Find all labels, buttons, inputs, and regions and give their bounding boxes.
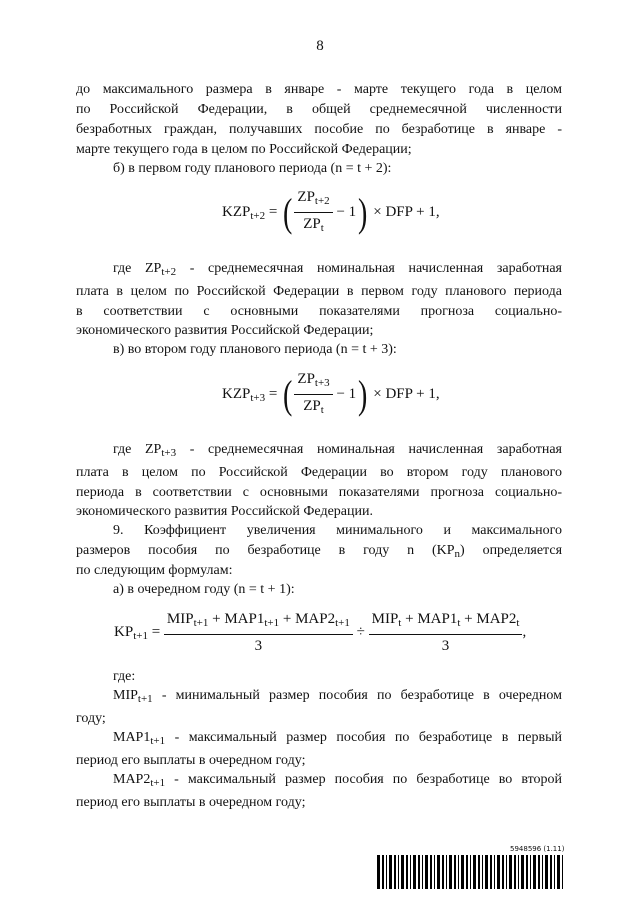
definition-line: году; — [76, 711, 106, 726]
formula-kzp-t2: $KZP_{t+2}$ = ( $\frac{ZP_{t+2}}{ZP_t}$ − 1) × DFP + 1, — [222, 188, 440, 237]
fraction: $\frac{ZP_{t+3}}{ZP_t}$ — [294, 370, 332, 419]
definition-line: период его выплаты в очередном году; — [76, 753, 306, 768]
explanation-line: плата в целом по Российской Федерации в первом году планового периода — [76, 284, 562, 299]
explanation-line: периода в соответствии с основными показателями прогноза социально- — [76, 485, 562, 500]
paragraph-9-line: по следующим формулам: — [76, 563, 233, 578]
explanation-line: где $ZP_{t+2}$ - среднемесячная номинальная начисленная заработная — [113, 261, 562, 278]
explanation-line: в соответствии с основными показателями прогноза социально- — [76, 304, 562, 319]
paragraph-line: безработных граждан, получавших пособие по безработице в январе - — [76, 122, 562, 137]
barcode-image — [377, 855, 563, 889]
page-number: 8 — [316, 38, 324, 54]
definition-line: $MAP2_{t+1}$ - максимальный размер пособия по безработице во второй — [113, 772, 562, 789]
list-item-v: в) во втором году планового периода (n = t + 3): — [113, 342, 397, 357]
where-label: где: — [113, 669, 136, 684]
formula-kzp-t3: $KZP_{t+3}$ = ( $\frac{ZP_{t+3}}{ZP_t}$ − 1) × DFP + 1, — [222, 370, 440, 419]
list-item-a: а) в очередном году (n = t + 1): — [113, 582, 295, 597]
fraction-current-year: $\frac{MIP_t + MAP1_t + MAP2_t}{3}$ — [369, 610, 523, 655]
explanation-line: плата в целом по Российской Федерации во втором году планового — [76, 465, 562, 480]
formula-lhs: $KZP_{t+3}$ — [222, 385, 266, 404]
paragraph-9-line: 9. Коэффициент увеличения минимального и максимального — [113, 523, 562, 538]
paragraph-line: до максимального размера в январе - марте текущего года в целом — [76, 82, 562, 97]
explanation-line: экономического развития Российской Федерации. — [76, 504, 373, 519]
fraction: $\frac{ZP_{t+2}}{ZP_t}$ — [294, 188, 332, 237]
list-item-b: б) в первом году планового периода (n = t + 2): — [113, 161, 392, 176]
fraction-next-year: $\frac{MIP_{t+1} + MAP1_{t+1} + MAP2_{t+1}}{3}$ — [164, 610, 353, 655]
paragraph-line: по Российской Федерации, в общей среднемесячной численности — [76, 102, 562, 117]
paragraph-line: марте текущего года в целом по Российской Федерации; — [76, 142, 412, 157]
explanation-line: где $ZP_{t+3}$ - среднемесячная номинальная начисленная заработная — [113, 442, 562, 459]
paragraph-9-line: размеров пособия по безработице в году n $(KP_n)$ определяется — [76, 543, 563, 560]
formula-lhs: $KZP_{t+2}$ — [222, 203, 266, 222]
definition-line: $MAP1_{t+1}$ - максимальный размер пособия по безработице в первый — [113, 730, 562, 747]
document-code: 5948596 (1.11) — [510, 845, 565, 853]
explanation-line: экономического развития Российской Федерации; — [76, 323, 374, 338]
definition-line: $MIP_{t+1}$ - минимальный размер пособия по безработице в очередном — [113, 688, 562, 705]
definition-line: период его выплаты в очередном году; — [76, 795, 306, 810]
formula-kp-t1: $KP_{t+1}$ = $\frac{MIP_{t+1} + MAP1_{t+1} + MAP2_{t+1}}{3}$ ÷ $\frac{MIP_t + MAP1_t + MAP2_t}{3}$ , — [114, 611, 527, 654]
formula-lhs: $KP_{t+1}$ — [114, 623, 148, 642]
